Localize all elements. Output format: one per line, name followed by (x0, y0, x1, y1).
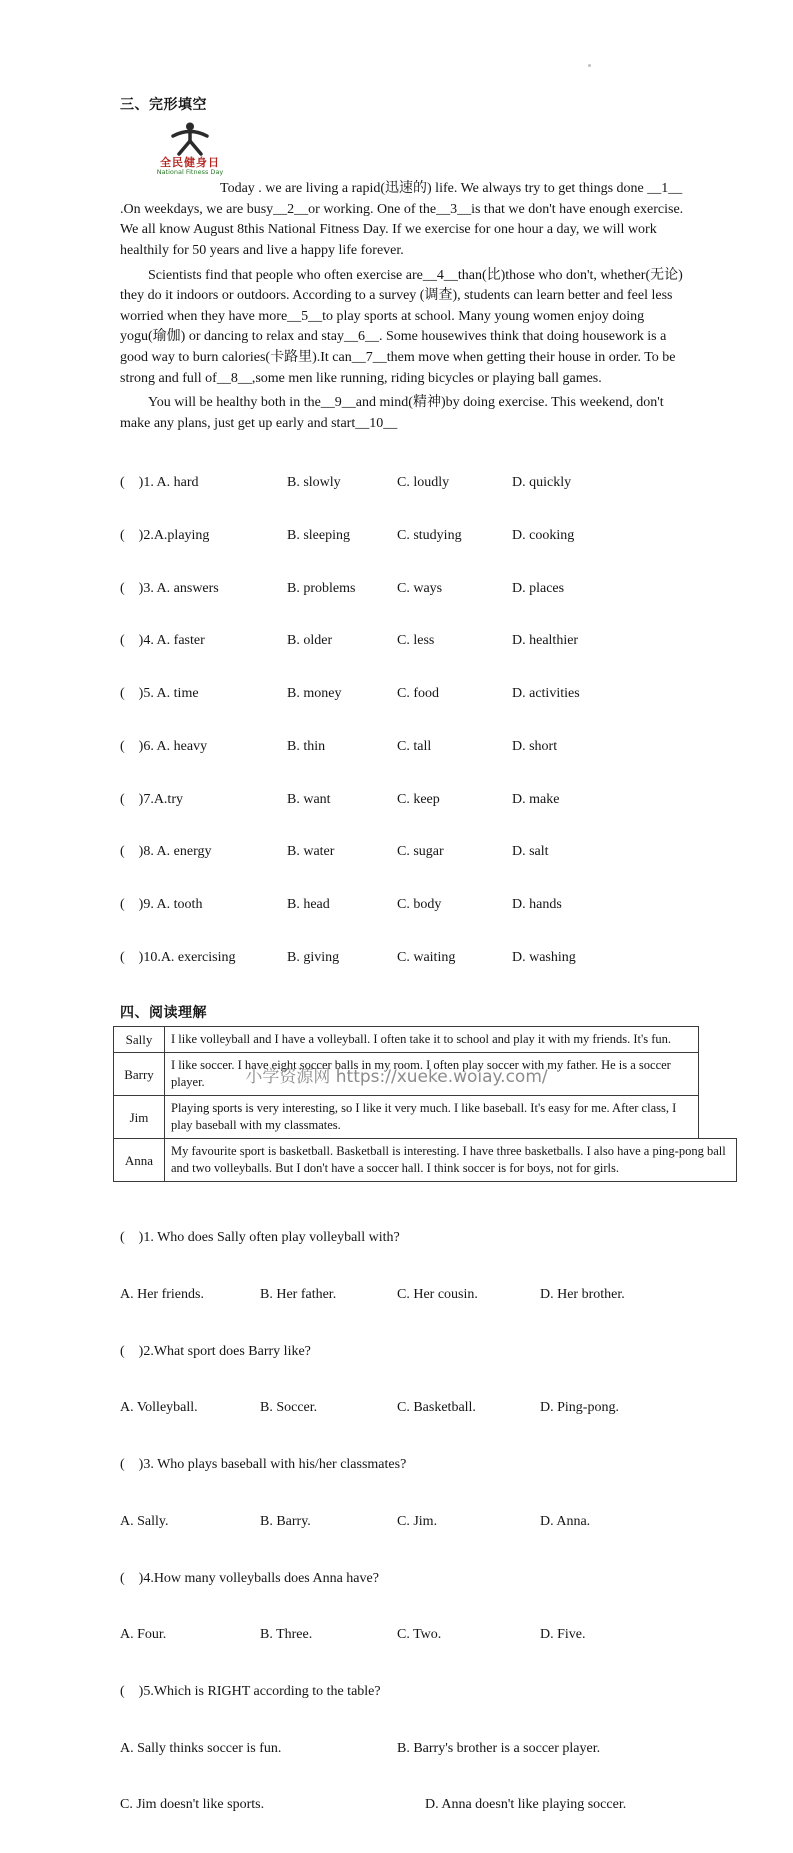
reading-table (113, 1026, 726, 1182)
cloze-option-stem: ( )9. A. tooth (120, 896, 203, 912)
answer-a: A. Sally. (120, 1513, 169, 1529)
cloze-option-b: B. head (287, 896, 330, 912)
answer-d: D. Anna. (540, 1513, 591, 1529)
cloze-paragraph-2: Scientists find that people who often exercise are__4__than(比)those who don't, whether(无论) they do it indoors or outdoors. According to a survey (调查), students can learn better and feel less worried when they have more__5__to play sports at school. Many young women enjoy doing yogu(瑜伽) or dancing to relax and stay__6__. Some housewives think that doing housework is a good way to burn calories(卡路里).It can__7__them move when getting their house in order. To be strong and full of__8__,some men like running, riding bicycles or playing ball games. (120, 267, 683, 386)
cloze-option-stem: ( )5. A. time (120, 686, 199, 702)
cloze-option-row-6 (120, 737, 686, 758)
answer-d: D. Her brother. (540, 1286, 625, 1302)
student-name: Jim (114, 1096, 165, 1138)
answer-c: C. Jim. (397, 1513, 438, 1529)
answer-b: B. Three. (260, 1627, 313, 1643)
question-3: ( )3. Who plays baseball with his/her classmates? (120, 1457, 407, 1473)
fitness-figure-icon (167, 121, 213, 157)
question-4-answers (120, 1626, 686, 1645)
section-3-title: 三、完形填空 (120, 97, 207, 113)
cloze-option-c: C. body (397, 896, 442, 912)
question-3-answers (120, 1513, 686, 1532)
answer-b: B. Barry. (260, 1513, 311, 1529)
question-2-answers (120, 1399, 686, 1418)
cloze-option-row-9 (120, 895, 686, 916)
cloze-option-stem: ( )10.A. exercising (120, 949, 236, 965)
cloze-option-d: D. make (512, 791, 560, 807)
question-5-answers-row-1 (120, 1740, 686, 1759)
answer-c: C. Her cousin. (397, 1286, 478, 1302)
cloze-option-row-8 (120, 842, 686, 863)
cloze-option-row-7 (120, 790, 686, 811)
national-fitness-day-logo (150, 121, 230, 176)
answer-c: C. Two. (397, 1627, 442, 1643)
cloze-option-stem: ( )3. A. answers (120, 580, 219, 596)
cloze-option-b: B. older (287, 633, 333, 649)
cloze-option-c: C. loudly (397, 475, 450, 491)
section-4-title: 四、阅读理解 (120, 1005, 207, 1022)
cloze-options (120, 441, 686, 1000)
question-1: ( )1. Who does Sally often play volleyball with? (120, 1230, 400, 1246)
logo-english-text: National Fitness Day (156, 168, 224, 177)
cloze-option-d: D. places (512, 580, 565, 596)
cloze-option-d: D. washing (512, 949, 576, 965)
answer-a: A. Her friends. (120, 1286, 204, 1302)
answer-d: D. Five. (540, 1627, 586, 1643)
cloze-option-row-2 (120, 526, 686, 547)
cloze-option-c: C. keep (397, 791, 440, 807)
cloze-option-row-1 (120, 473, 686, 494)
cloze-option-d: D. healthier (512, 633, 579, 649)
answer-d: D. Anna doesn't like playing soccer. (425, 1797, 627, 1813)
student-description: I like soccer. I have eight soccer balls in my room. I often play soccer with my father. He is a soccer player. (171, 1058, 671, 1090)
student-name: Sally (114, 1027, 165, 1052)
cloze-option-stem: ( )8. A. energy (120, 844, 212, 860)
answer-d: D. Ping-pong. (540, 1400, 619, 1416)
cloze-option-c: C. tall (397, 738, 432, 754)
cloze-option-b: B. thin (287, 738, 326, 754)
scan-artifact (588, 64, 591, 67)
cloze-option-stem: ( )6. A. heavy (120, 738, 208, 754)
cloze-option-d: D. cooking (512, 528, 575, 544)
cloze-option-c: C. studying (397, 528, 462, 544)
logo-chinese-text: 全民健身日 (160, 156, 220, 169)
answer-b: B. Soccer. (260, 1400, 318, 1416)
cloze-option-stem: ( )4. A. faster (120, 633, 205, 649)
student-description: Playing sports is very interesting, so I like it very much. I like baseball. It's easy for me. After class, I play baseball with my classmates. (171, 1101, 677, 1133)
reading-questions (120, 1191, 686, 1853)
cloze-option-c: C. waiting (397, 949, 456, 965)
cloze-option-c: C. food (397, 686, 439, 702)
answer-a: A. Four. (120, 1627, 167, 1643)
question-5: ( )5.Which is RIGHT according to the table? (120, 1683, 381, 1699)
cloze-option-b: B. slowly (287, 475, 341, 491)
question-4: ( )4.How many volleyballs does Anna have? (120, 1570, 379, 1586)
cloze-option-c: C. ways (397, 580, 443, 596)
cloze-option-row-10 (120, 948, 686, 969)
site-watermark: 小学资源网 https://xueke.woiay.com/ (245, 1067, 548, 1087)
question-5-answers-row-2 (120, 1796, 686, 1815)
question-1-answers (120, 1286, 686, 1305)
answer-a: A. Volleyball. (120, 1400, 198, 1416)
cloze-option-stem: ( )7.A.try (120, 791, 183, 807)
answer-a: A. Sally thinks soccer is fun. (120, 1740, 282, 1756)
table-row-sally (113, 1026, 699, 1053)
table-row-anna (113, 1138, 737, 1182)
cloze-option-row-5 (120, 684, 686, 705)
cloze-option-c: C. sugar (397, 844, 444, 860)
cloze-option-stem: ( )1. A. hard (120, 475, 199, 491)
cloze-option-d: D. hands (512, 896, 562, 912)
cloze-option-b: B. problems (287, 580, 356, 596)
cloze-option-b: B. sleeping (287, 528, 350, 544)
cloze-option-row-4 (120, 631, 686, 652)
student-description: My favourite sport is basketball. Basketball is interesting. I have three basketballs. I also have a ping-pong ball and two volleyballs. But I don't have a soccer hall. I think soccer is for boys, not for girls. (171, 1144, 726, 1176)
student-name: Anna (114, 1139, 165, 1181)
answer-b: B. Barry's brother is a soccer player. (397, 1740, 601, 1756)
cloze-paragraph-1: Today . we are living a rapid(迅速的) life. We always try to get things done __1__ .On weekdays, we are busy__2__or working. One of the__3__is that we don't have enough exercise. We all know August 8this National Fitness Day. If we exercise for one hour a day, we will work healthily for 50 years and live a happy life forever. (120, 181, 684, 259)
student-description: I like volleyball and I have a volleyball. I often take it to school and play it with my friends. It's fun. (171, 1032, 672, 1047)
cloze-option-b: B. giving (287, 949, 340, 965)
cloze-option-d: D. short (512, 738, 558, 754)
cloze-option-d: D. quickly (512, 475, 572, 491)
question-2: ( )2.What sport does Barry like? (120, 1343, 311, 1359)
cloze-option-d: D. salt (512, 844, 549, 860)
cloze-option-d: D. activities (512, 686, 580, 702)
worksheet-page (120, 94, 726, 1853)
cloze-option-row-3 (120, 579, 686, 600)
answer-b: B. Her father. (260, 1286, 337, 1302)
cloze-option-b: B. want (287, 791, 331, 807)
table-row-jim (113, 1095, 699, 1139)
cloze-option-b: B. money (287, 686, 342, 702)
answer-c: C. Jim doesn't like sports. (120, 1797, 265, 1813)
cloze-paragraph-3: You will be healthy both in the__9__and mind(精神)by doing exercise. This weekend, don't make any plans, just get up early and start__10__ (120, 395, 664, 431)
cloze-option-b: B. water (287, 844, 335, 860)
cloze-option-stem: ( )2.A.playing (120, 528, 210, 544)
answer-c: C. Basketball. (397, 1400, 476, 1416)
student-name: Barry (114, 1053, 165, 1095)
cloze-option-c: C. less (397, 633, 435, 649)
